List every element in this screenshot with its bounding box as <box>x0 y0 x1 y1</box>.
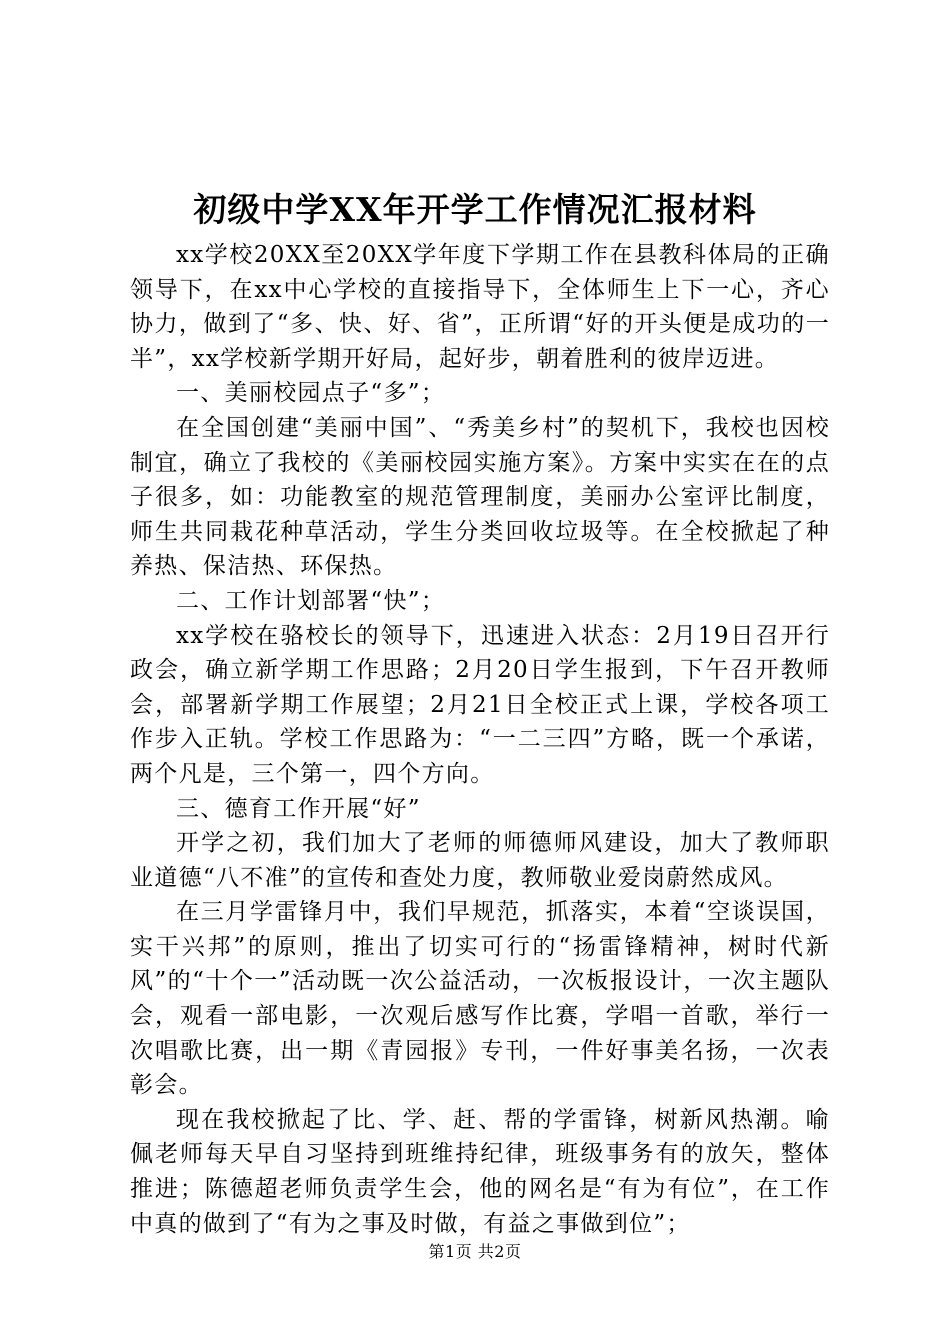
paragraph-section-3c: 现在我校掀起了比、学、赶、帮的学雷锋，树新风热潮。喻佩老师每天早自习坚持到班维持纪律，班级事务有的放矢，整体推进；陈德超老师负责学生会，他的网名是“有为有位”，在工作中真的做到了“有为之事及时做，有益之事做到位”； <box>130 1106 830 1237</box>
section-heading-1: 一、美丽校园点子“多”； <box>176 380 446 407</box>
paragraph-section-1: 在全国创建“美丽中国”、“秀美乡村”的契机下，我校也因校制宜，确立了我校的《美丽校园实施方案》。方案中实实在在的点子很多，如：功能教室的规范管理制度，美丽办公室评比制度，师生共同栽花种草活动，学生分类回收垃圾等。在全校掀起了种养热、保洁热、环保热。 <box>130 414 830 580</box>
paragraph-intro: xx学校20XX至20XX学年度下学期工作在县教科体局的正确领导下，在xx中心学校的直接指导下，全体师生上下一心，齐心协力，做到了“多、快、好、省”，正所谓“好的开头便是成功的一半”，xx学校新学期开好局，起好步，朝着胜利的彼岸迈进。 <box>130 242 830 372</box>
page-number-footer: 第1页 共2页 <box>428 1242 522 1261</box>
document-body <box>130 238 830 1241</box>
document-title: 初级中学XX年开学工作情况汇报材料 <box>193 190 757 229</box>
paragraph-section-2: xx学校在骆校长的领导下，迅速进入状态：2月19日召开行政会，确立新学期工作思路；2月20日学生报到，下午召开教师会，部署新学期工作展望；2月21日全校正式上课，学校各项工作步入正轨。学校工作思路为：“一二三四”方略，既一个承诺，两个凡是，三个第一，四个方向。 <box>130 622 830 787</box>
paragraph-section-3a: 开学之初，我们加大了老师的师德师风建设，加大了教师职业道德“八不准”的宣传和查处力度，教师敬业爱岗蔚然成风。 <box>130 830 830 891</box>
section-heading-3: 三、德育工作开展“好” <box>176 795 421 822</box>
section-heading-2: 二、工作计划部署“快”； <box>176 587 446 614</box>
paragraph-section-3b: 在三月学雷锋月中，我们早规范，抓落实，本着“空谈误国，实干兴邦”的原则，推出了切实可行的“扬雷锋精神，树时代新风”的“十个一”活动既一次公益活动，一次板报设计，一次主题队会，观看一部电影，一次观后感写作比赛，学唱一首歌，举行一次唱歌比赛，出一期《青园报》专刊，一件好事美名扬，一次表彰会。 <box>130 899 830 1099</box>
